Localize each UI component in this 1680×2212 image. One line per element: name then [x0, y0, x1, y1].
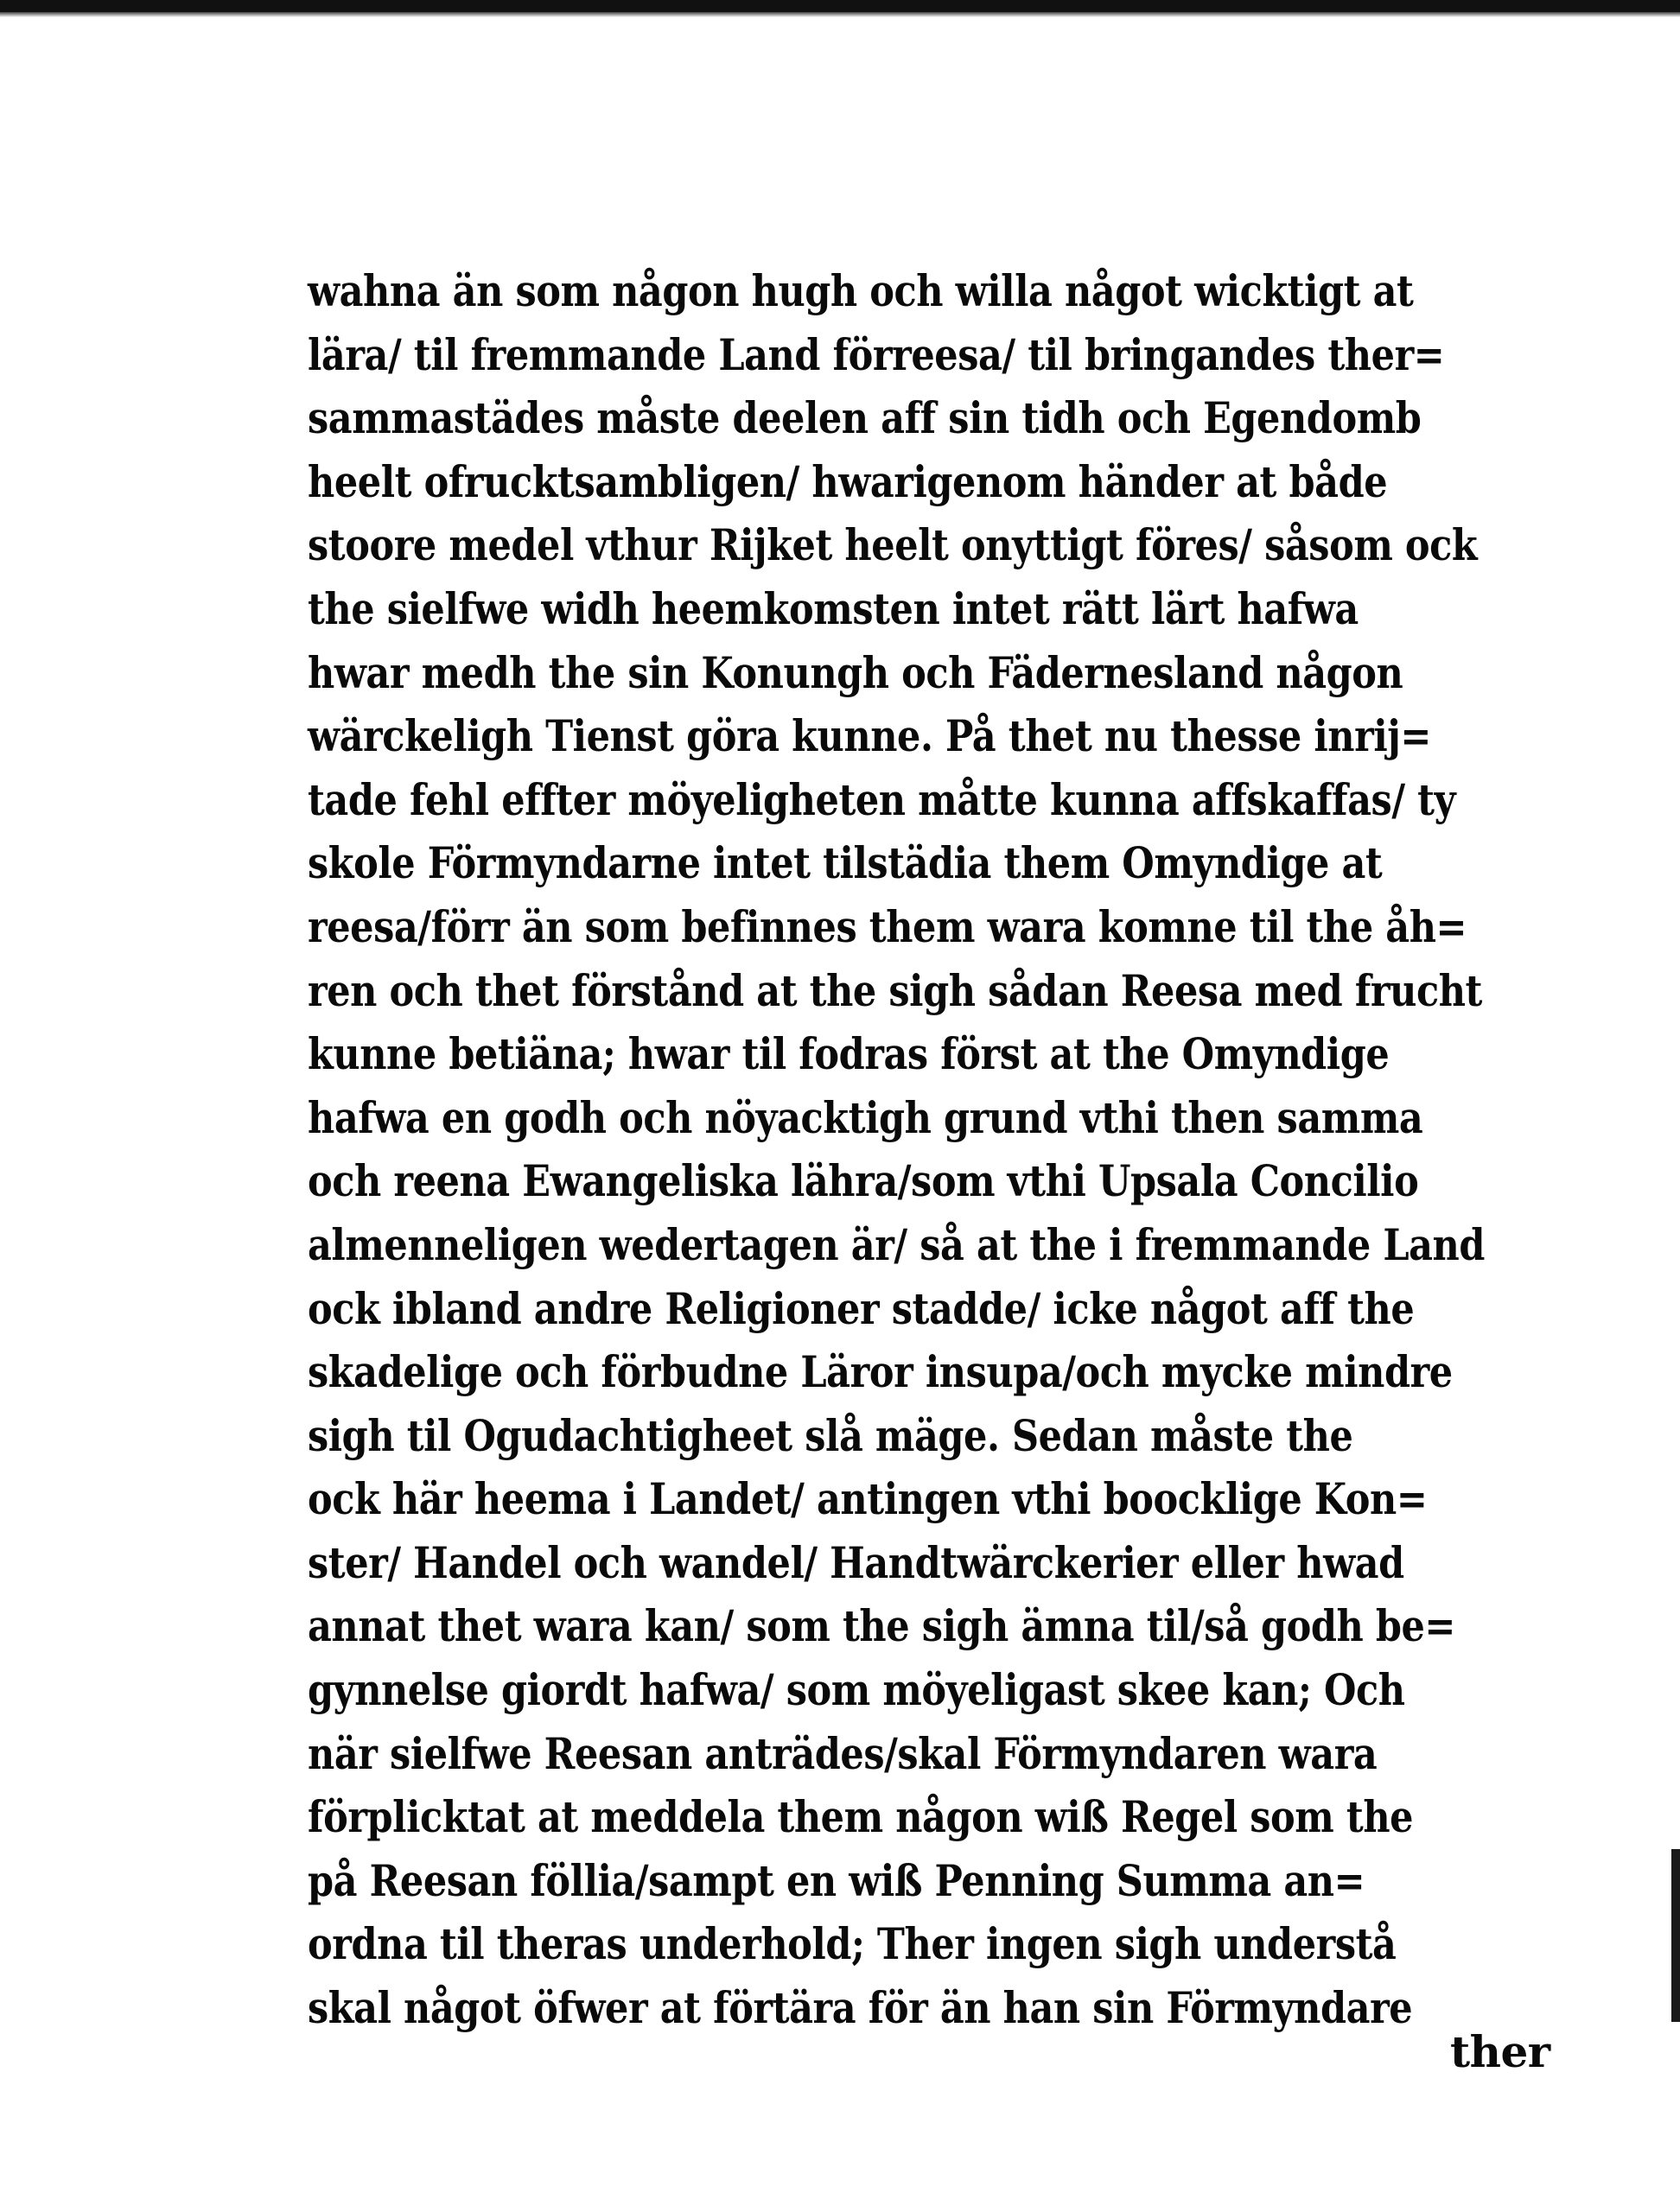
- text-line: heelt ofrucktsambligen/ hwarigenom händer at både: [308, 455, 1388, 507]
- text-line: ordna til theras underhold; Ther ingen sigh understå: [308, 1918, 1397, 1970]
- top-border-rule: [0, 0, 1680, 12]
- text-line: hafwa en godh och nöyacktigh grund vthi then samma: [308, 1091, 1423, 1143]
- text-line: skal något öfwer at förtära för än han sin Förmyndare: [308, 1982, 1413, 2034]
- text-line: hwar medh the sin Konungh och Fädernesland någon: [308, 646, 1403, 698]
- text-line: ock här heema i Landet/ antingen vthi boocklige Kon=: [308, 1473, 1428, 1525]
- text-line: ster/ Handel och wandel/ Handtwärckerier eller hwad: [308, 1536, 1404, 1588]
- text-line: annat thet wara kan/ som the sigh ämna til/så godh be=: [308, 1600, 1456, 1652]
- text-line: på Reesan föllia/sampt en wiß Penning Summa an=: [308, 1854, 1365, 1906]
- catchword: ther: [1450, 2026, 1550, 2077]
- text-line: förplicktat at meddela them någon wiß Regel som the: [308, 1791, 1414, 1843]
- text-block: [308, 259, 1535, 2040]
- text-line: almenneligen wedertagen är/ så at the i fremmande Land: [308, 1218, 1486, 1270]
- page-edge-mark: [1671, 1849, 1680, 2022]
- top-border-shadow: [0, 12, 1680, 17]
- text-line: tade fehl effter möyeligheten måtte kunna affskaffas/ ty: [308, 773, 1456, 825]
- text-line: reesa/förr än som befinnes them wara komne til the åh=: [308, 900, 1467, 952]
- text-line: sammastädes måste deelen aff sin tidh och Egendomb: [308, 392, 1422, 444]
- text-line: när sielfwe Reesan anträdes/skal Förmyndaren wara: [308, 1727, 1378, 1779]
- text-line: skole Förmyndarne intet tilstädia them Omyndige at: [308, 837, 1383, 889]
- text-line: kunne betiäna; hwar til fodras först at the Omyndige: [308, 1028, 1390, 1080]
- text-line: och reena Ewangeliska lähra/som vthi Upsala Concilio: [308, 1155, 1419, 1207]
- text-line: wahna än som någon hugh och willa något wicktigt at: [308, 265, 1414, 316]
- text-line: stoore medel vthur Rijket heelt onyttigt föres/ såsom ock: [308, 519, 1478, 571]
- text-line: ren och thet förstånd at the sigh sådan Reesa med frucht: [308, 964, 1482, 1016]
- text-line: lära/ til fremmande Land förreesa/ til bringandes ther=: [308, 328, 1445, 380]
- text-line: wärckeligh Tienst göra kunne. På thet nu thesse inrij=: [308, 710, 1431, 762]
- text-line: gynnelse giordt hafwa/ som möyeligast skee kan; Och: [308, 1664, 1405, 1716]
- text-line: skadelige och förbudne Läror insupa/och mycke mindre: [308, 1346, 1453, 1398]
- text-line: the sielfwe widh heemkomsten intet rätt lärt hafwa: [308, 582, 1359, 634]
- text-line: sigh til Ogudachtigheet slå mäge. Sedan måste the: [308, 1409, 1353, 1461]
- text-line: ock ibland andre Religioner stadde/ icke något aff the: [308, 1282, 1415, 1334]
